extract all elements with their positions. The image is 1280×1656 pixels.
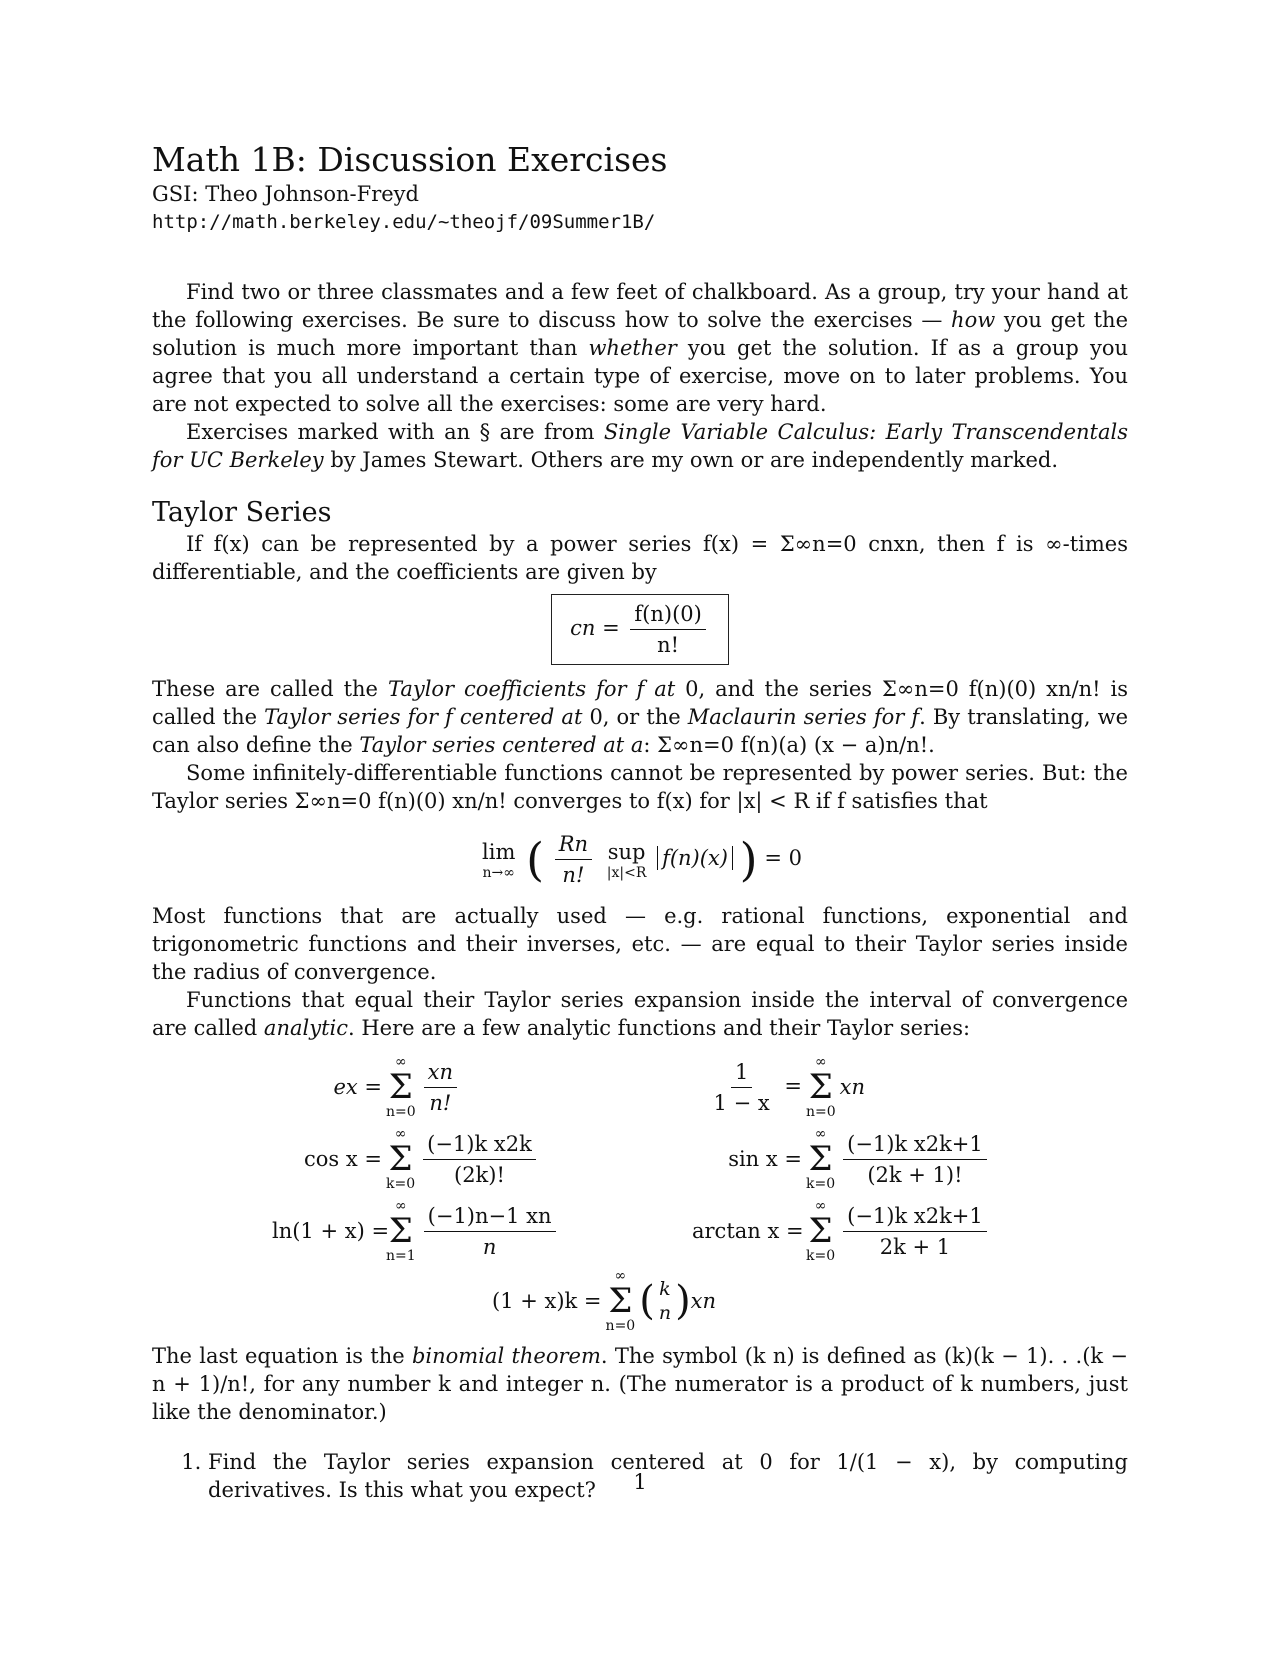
series-arctan: arctan x = ∞ Σ k=0 $\frac{\text{(−1)k x2k+1}}{2k + 1}$	[692, 1198, 991, 1264]
series-binomial: (1 + x)k = ∞ Σ n=0 ( k n ) xn	[492, 1268, 717, 1334]
coefficient-formula: cn = $\frac{f(n)(0)}{n!}$	[152, 594, 1128, 665]
section-heading: Taylor Series	[152, 497, 332, 528]
binomial-paragraph: The last equation is the binomial theorem. The symbol (k n) is defined as (k)(k − 1). . .(k − n + 1)/n!, for any number k and integer n. (The numerator is a product of k numbers, just like the denominator.)	[152, 1344, 1128, 1424]
functions-paragraph: Most functions that are actually used — e.g. rational functions, exponential and trigonometric functions and their inverses, etc. — are equal to their Taylor series inside the radius of convergence.	[152, 904, 1128, 984]
series-cos: cos x = ∞ Σ k=0 $\frac{\text{(−1)k x2k}}{(2k)!}$	[272, 1126, 540, 1192]
exercise-item: 1. Find the Taylor series expansion centered at 0 for 1/(1 − x), by computing derivatives. Is this what you expect?	[208, 1448, 1128, 1504]
taylor-definition: These are called the Taylor coefficients for f at 0, and the series Σ∞n=0 f(n)(0) xn/n! is called the Taylor series for f centered at 0, or the Maclaurin series for f. By translating, we can also define the Taylor series centered at a: Σ∞n=0 f(n)(a) (x − a)n/n!.	[152, 677, 1129, 757]
taylor-intro: If f(x) can be represented by a power series f(x) = Σ∞n=0 cnxn, then f is ∞-times differentiable, and the coefficients are given by	[152, 532, 1128, 584]
series-sin: sin x = ∞ Σ k=0 $\frac{\text{(−1)k x2k+1}}{(2k + 1)!}$	[692, 1126, 991, 1192]
series-exp: ex = ∞ Σ n=0 $\frac{xn}{n!}$	[272, 1054, 461, 1120]
analytic-paragraph: Functions that equal their Taylor series expansion inside the interval of convergence are called analytic. Here are a few analytic functions and their Taylor series:	[152, 988, 1128, 1040]
series-ln: ln(1 + x) = ∞ Σ n=1 $\frac{(-1)n-1 xn}{n}$	[272, 1198, 560, 1264]
page-title: Math 1B: Discussion Exercises	[152, 140, 668, 179]
source-paragraph: Exercises marked with an § are from Single Variable Calculus: Early Transcendentals for UC Berkeley by James Stewart. Others are my own or are independently marked.	[152, 420, 1128, 472]
series-geometric: $\frac{1}{1 - x}$ = ∞ Σ n=0 xn	[713, 1054, 866, 1120]
course-url[interactable]: http://math.berkeley.edu/~theojf/09Summer1B/	[152, 211, 656, 233]
convergence-paragraph: Some infinitely-differentiable functions cannot be represented by power series. But: the Taylor series Σ∞n=0 f(n)(0) xn/n! converges to f(x) for |x| < R if f satisfies that	[152, 761, 1128, 813]
series-table	[152, 1042, 1128, 1342]
page-number: 1	[633, 1470, 647, 1494]
gsi-line: GSI: Theo Johnson-Freyd	[152, 182, 419, 206]
document-page	[152, 140, 1128, 1504]
limit-formula: lim n→∞ ( $\frac{Rn}{n!}$ sup |x|<R f(n)(x) ) = 0	[152, 829, 1128, 890]
intro-paragraph: Find two or three classmates and a few feet of chalkboard. As a group, try your hand at the following exercises. Be sure to discuss how to solve the exercises — how you get the solution is much more important than whether you get the solution. If as a group you agree that you all understand a certain type of exercise, move on to later problems. You are not expected to solve all the exercises: some are very hard.	[152, 280, 1128, 416]
